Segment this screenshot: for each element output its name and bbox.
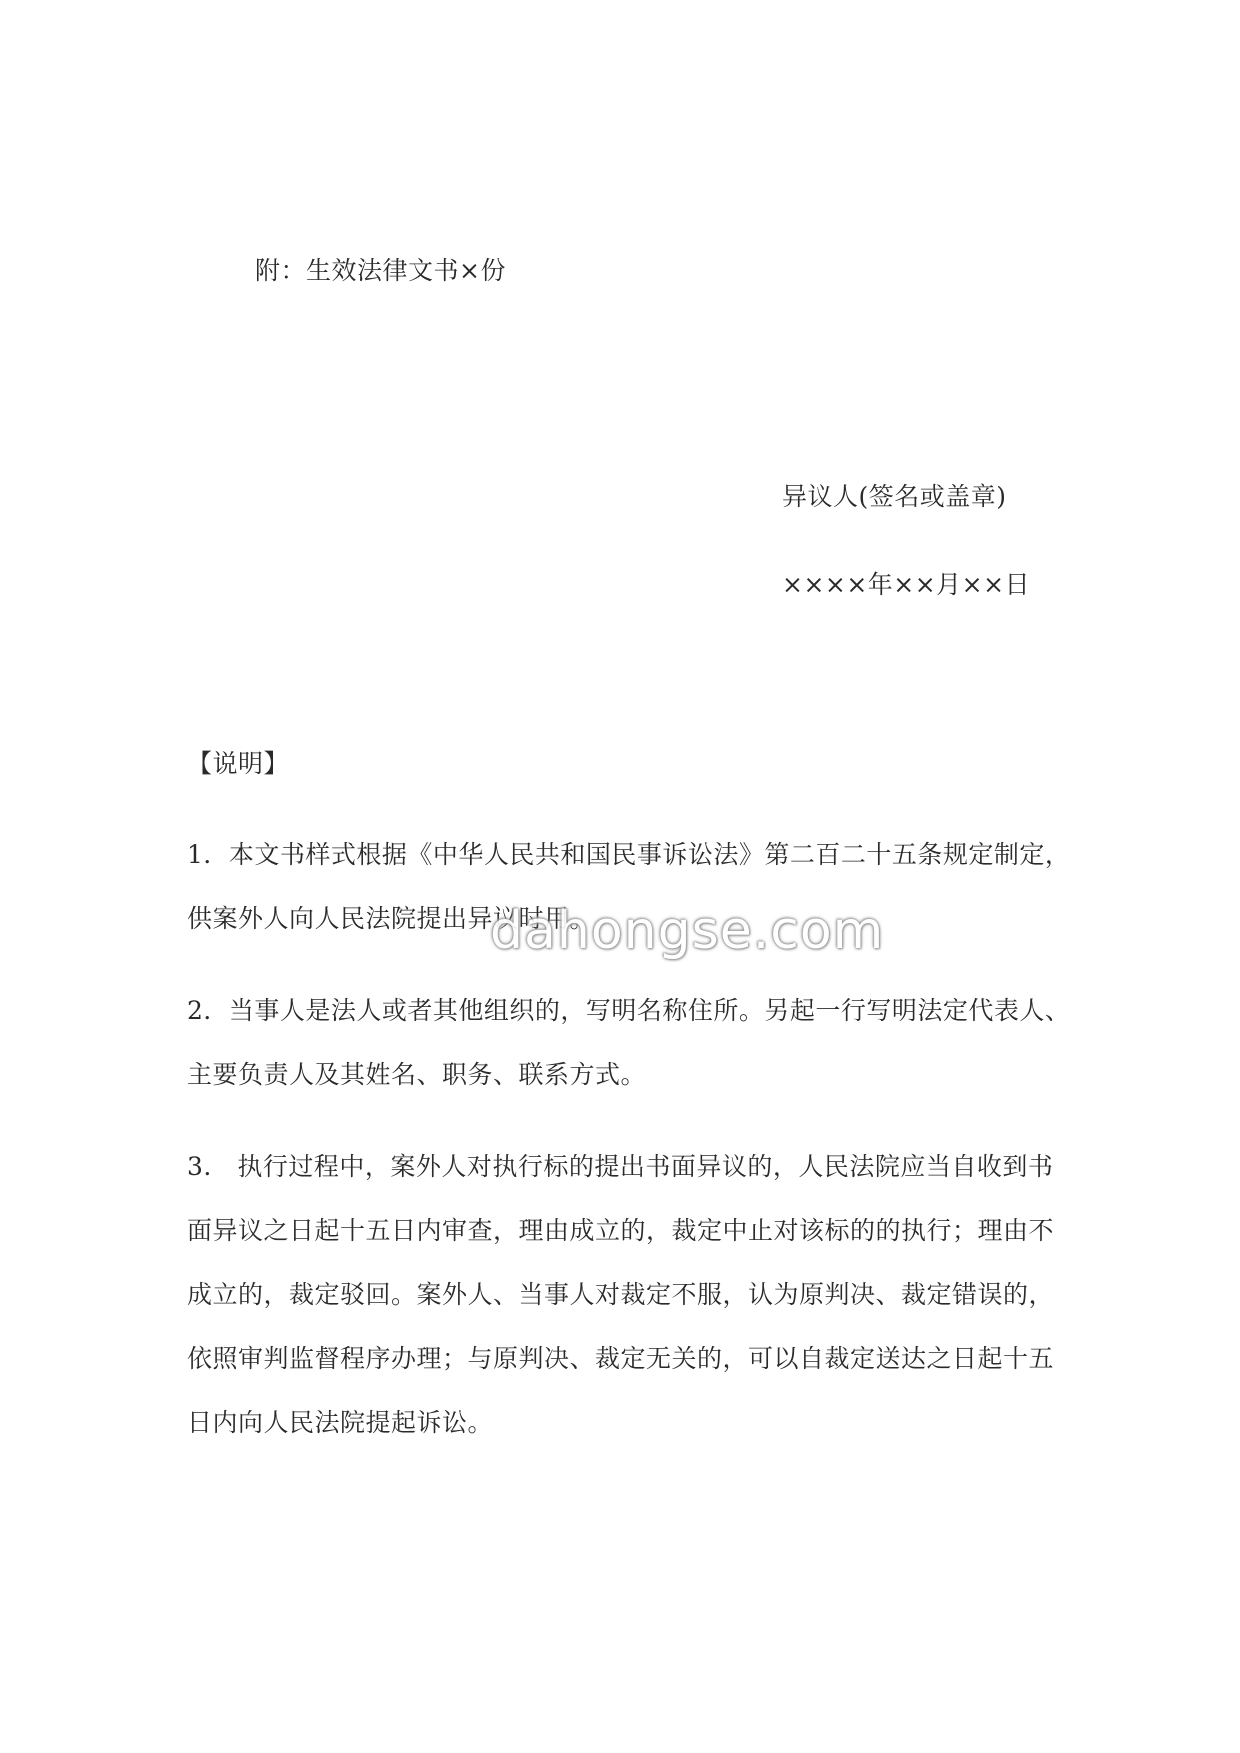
note-3-line-5: 日内向人民法院提起诉讼。 bbox=[187, 1408, 494, 1437]
note-3-line-4: 依照审判监督程序办理；与原判决、裁定无关的，可以自裁定送达之日起十五 bbox=[187, 1344, 1055, 1373]
objector-signature-line: 异议人(签名或盖章) bbox=[782, 482, 1007, 511]
note-1-line-2: 供案外人向人民法院提出异议时用。 bbox=[187, 904, 596, 933]
note-3-line-2: 面异议之日起十五日内审查，理由成立的，裁定中止对该标的的执行；理由不 bbox=[187, 1216, 1055, 1245]
note-3-line-1: 3. 执行过程中，案外人对执行标的提出书面异议的，人民法院应当自收到书 bbox=[187, 1152, 1054, 1181]
date-line: ××××年××月××日 bbox=[782, 570, 1031, 599]
note-2-line-1: 2．当事人是法人或者其他组织的，写明名称住所。另起一行写明法定代表人、 bbox=[187, 996, 1071, 1025]
note-3-line-3: 成立的，裁定驳回。案外人、当事人对裁定不服，认为原判决、裁定错误的， bbox=[187, 1280, 1055, 1309]
note-1-line-1: 1．本文书样式根据《中华人民共和国民事诉讼法》第二百二十五条规定制定， bbox=[187, 840, 1071, 869]
notes-heading: 【说明】 bbox=[187, 749, 290, 778]
note-2-line-2: 主要负责人及其姓名、职务、联系方式。 bbox=[187, 1060, 647, 1089]
site-watermark: dahongse.com bbox=[490, 901, 885, 961]
attachment-note: 附：生效法律文书×份 bbox=[255, 256, 506, 285]
